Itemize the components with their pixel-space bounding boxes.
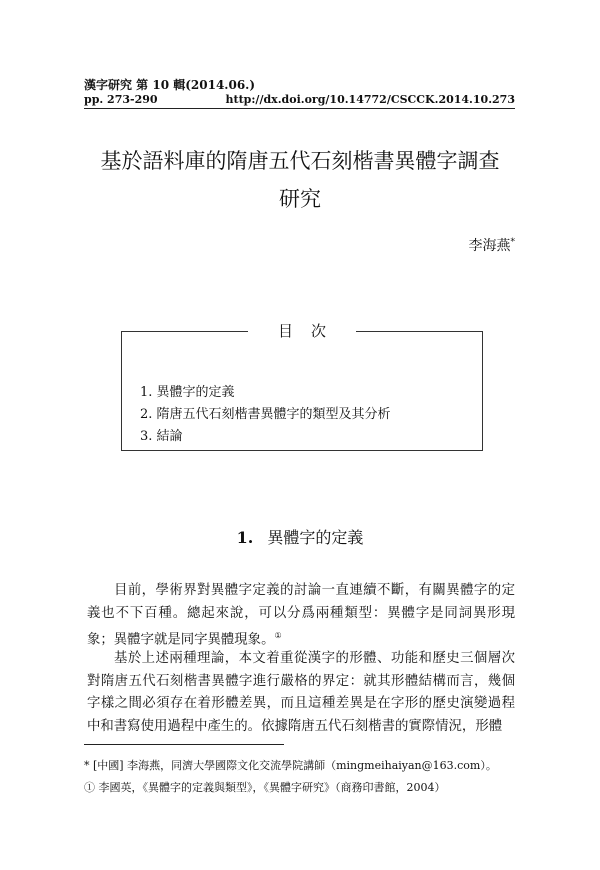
header-divider <box>84 108 515 109</box>
footnote-divider <box>84 744 284 745</box>
doi-link[interactable]: http://dx.doi.org/10.14772/CSCCK.2014.10.273 <box>225 93 515 106</box>
toc-item-1[interactable]: 1. 異體字的定義 <box>140 385 235 400</box>
toc-item-3[interactable]: 3. 結論 <box>140 429 183 444</box>
paragraph-1-text: 目前，學術界對異體字定義的討論一直連續不斷，有關異體字的定義也不下百種。總起來說，可以分爲兩種類型：異體字是同詞異形現象；異體字就是同字異體現象。 <box>87 583 515 648</box>
toc-heading-wrap <box>122 320 482 341</box>
section-number: 1. <box>236 528 254 547</box>
body-paragraph-1 <box>87 580 515 652</box>
toc-list <box>140 382 391 448</box>
journal-info: 漢字研究 第 10 輯(2014.06.) <box>84 78 256 92</box>
section-heading <box>0 525 600 548</box>
title-line-2: 研究 <box>279 187 321 211</box>
footnote-1: ① 李國英，《異體字的定義與類型》，《異體字研究》（商務印書館，2004） <box>84 781 446 794</box>
page-range: pp. 273-290 <box>84 93 158 106</box>
toc-item-2[interactable]: 2. 隋唐五代石刻楷書異體字的類型及其分析 <box>140 407 391 422</box>
toc-heading: 目次 <box>248 322 356 340</box>
body-paragraph-2: 基於上述兩種理論，本文着重從漢字的形體、功能和歷史三個層次對隋唐五代石刻楷書異體字進行嚴格的界定：就其形體結構而言，幾個字樣之間必須存在着形體差異，而且這種差異是在字形的歷史演變過程中和書寫使用過程中產生的。依據隋唐五代石刻楷書的實際情況，形體 <box>87 651 515 734</box>
title-line-1: 基於語料庫的隋唐五代石刻楷書異體字調查 <box>100 149 500 173</box>
paper-title <box>70 142 530 218</box>
section-title: 異體字的定義 <box>267 528 364 547</box>
footnote-ref-1[interactable]: ① <box>274 631 282 640</box>
author-footnote-mark: * <box>510 237 515 248</box>
table-of-contents <box>121 322 483 451</box>
footnote-author: * [中國] 李海燕，同濟大學國際文化交流學院講師（mingmeihaiyan@163.com）。 <box>84 759 497 772</box>
author <box>469 235 516 255</box>
author-name: 李海燕 <box>468 238 511 254</box>
